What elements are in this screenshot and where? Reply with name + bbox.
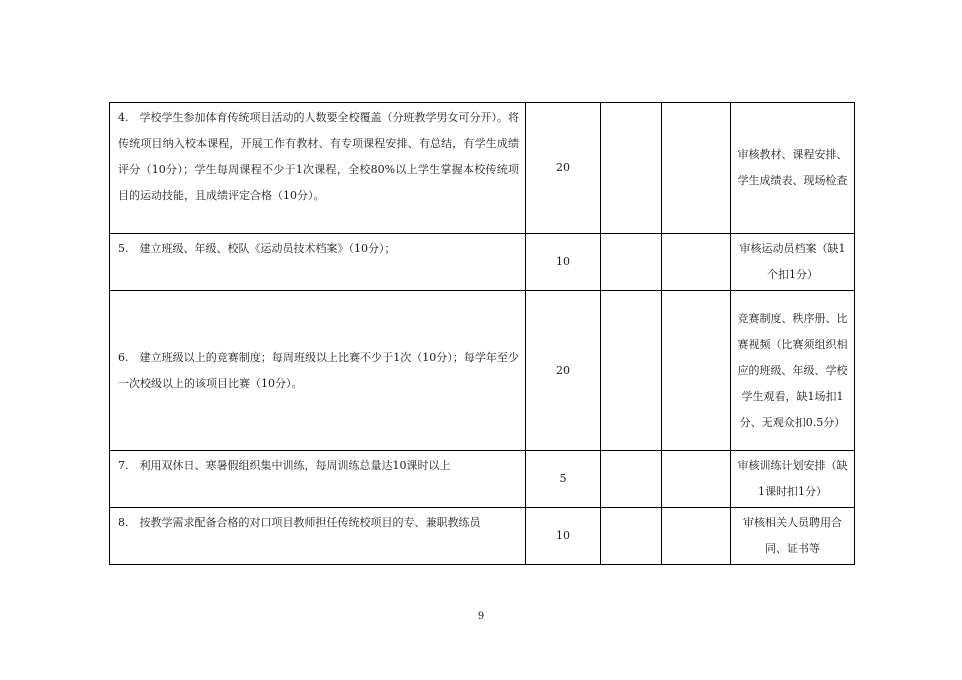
criterion-text: 6. 建立班级以上的竞赛制度；每周班级以上比赛不少于1次（10分）；每学年至少一次校级以上的该项目比赛（10分）。: [110, 291, 526, 451]
review-method-cell: 审核相关人员聘用合同、证书等: [731, 508, 855, 565]
review-method-cell: 审核训练计划安排（缺1课时扣1分）: [731, 451, 855, 508]
page-number: 9: [477, 611, 485, 622]
self-assessment-cell: [601, 234, 662, 291]
table-row: [110, 451, 855, 508]
review-cell: [662, 508, 731, 565]
score-cell: 10: [526, 234, 601, 291]
score-cell: 20: [526, 291, 601, 451]
table-row: [110, 103, 855, 234]
self-assessment-cell: [601, 508, 662, 565]
review-cell: [662, 103, 731, 234]
evaluation-table: [109, 102, 855, 565]
table-row: [110, 508, 855, 565]
criterion-text: 4. 学校学生参加体育传统项目活动的人数要全校覆盖（分班教学男女可分开）。将传统项目纳入校本课程，开展工作有教材、有专项课程安排、有总结，有学生成绩评分（10分）；学生每周课程不少于1次课程，全校80%以上学生掌握本校传统项目的运动技能，且成绩评定合格（10分）。: [110, 103, 526, 234]
review-method-cell: 竞赛制度、秩序册、比赛视频（比赛须组织相应的班级、年级、学校学生观看，缺1场扣1分、无观众扣0.5分）: [731, 291, 855, 451]
criterion-text: 8. 按教学需求配备合格的对口项目教师担任传统校项目的专、兼职教练员: [110, 508, 526, 565]
criterion-text: 7. 利用双休日、寒暑假组织集中训练，每周训练总量达10课时以上: [110, 451, 526, 508]
review-cell: [662, 451, 731, 508]
table-row: [110, 234, 855, 291]
review-cell: [662, 234, 731, 291]
score-cell: 10: [526, 508, 601, 565]
review-method-cell: 审核教材、课程安排、学生成绩表、现场检查: [731, 103, 855, 234]
self-assessment-cell: [601, 451, 662, 508]
table-row: [110, 291, 855, 451]
score-cell: 20: [526, 103, 601, 234]
score-cell: 5: [526, 451, 601, 508]
review-cell: [662, 291, 731, 451]
review-method-cell: 审核运动员档案（缺1个扣1分）: [731, 234, 855, 291]
self-assessment-cell: [601, 103, 662, 234]
criterion-text: 5. 建立班级、年级、校队《运动员技术档案》（10分）；: [110, 234, 526, 291]
self-assessment-cell: [601, 291, 662, 451]
